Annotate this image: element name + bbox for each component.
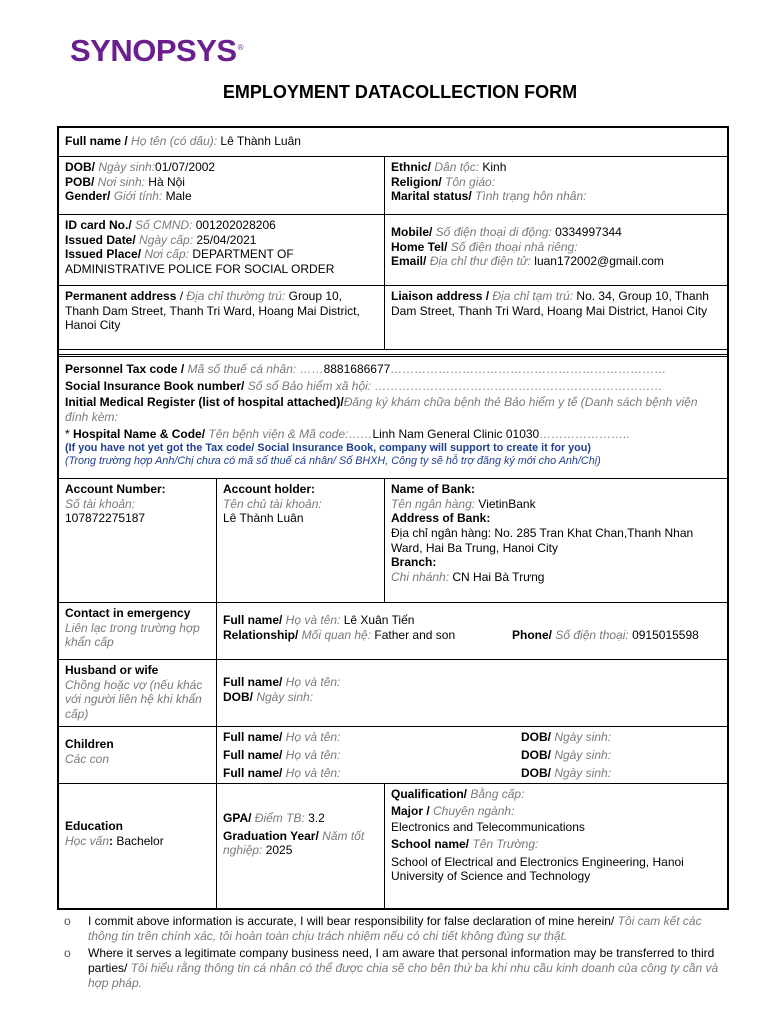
child-dob-label: DOB/ [521, 766, 551, 780]
issued-place-vi-label: Nơi cấp: [141, 247, 189, 262]
school-name-value: School of Electrical and Electronics Engineering, Hanoi University of Science and Technology [391, 854, 684, 884]
spouse-dob-label: DOB/ [223, 689, 253, 704]
permanent-address-label: Permanent address [65, 289, 177, 303]
declaration-english: Where it serves a legitimate company business need, I am aware that personal information may be transferred to third parties/ [88, 946, 715, 975]
mobile-value: 0334997344 [551, 225, 622, 239]
tax-notice-english: (If you have not yet got the Tax code/ Social Insurance Book, company will support to create it for you) [65, 442, 591, 455]
relationship-label: Relationship/ [223, 627, 299, 642]
spouse-details-cell [217, 660, 727, 726]
hospital-vi-label: Tên bệnh viện & Mã code: [205, 426, 349, 441]
ethnic-label: Ethnic/ [391, 160, 432, 174]
spouse-name-vi-label: Họ và tên: [282, 675, 341, 689]
contact-cell [385, 215, 727, 285]
birth-info-cell [59, 157, 384, 214]
mobile-label: Mobile/ [391, 225, 433, 239]
children-details-cell [217, 727, 727, 783]
branch-vi-label: Chi nhánh: [391, 569, 450, 584]
branch-label: Branch: [391, 555, 437, 570]
bank-address-label: Address of Bank: [391, 511, 491, 526]
bank-address-value: Địa chỉ ngân hàng: No. 285 Tran Khat Chan,Thanh Nhan Ward, Hai Ba Trung, Hanoi City [391, 525, 694, 555]
declaration-vietnamese: Tôi cam kết các thông tin trên chính xác, tôi hoàn toàn chịu trách nhiệm nếu có chi tiết không đúng sự thật. [88, 914, 702, 943]
religion-label: Religion/ [391, 174, 442, 189]
marital-status-vi-label: Tình trạng hôn nhân: [471, 189, 587, 204]
medical-register-label: Initial Medical Register (list of hospital attached)/ [65, 395, 344, 410]
child-row [223, 748, 721, 766]
email-vi-label: Địa chỉ thư điện tử: [426, 254, 531, 269]
account-number-label: Account Number: [65, 482, 166, 496]
child-dob-vi-label: Ngày sinh: [551, 748, 612, 762]
religion-vi-label: Tôn giáo: [441, 174, 496, 189]
id-card-vi-label: Số CMND: [131, 218, 193, 232]
spouse-vi-label: Chồng hoặc vợ (nếu khác với người liên hệ khi khẩn cấp) [65, 677, 203, 721]
education-cell [59, 784, 216, 909]
branch-value: CN Hai Bà Trưng [449, 569, 545, 584]
education-label: Education [65, 819, 124, 833]
form-table [57, 126, 729, 910]
home-tel-vi-label: Số điện thoại nhà riêng: [447, 239, 578, 254]
mobile-vi-label: Số điện thoại di động: [432, 225, 552, 239]
emergency-name-vi-label: Họ và tên: [282, 613, 341, 627]
child-name-label: Full name/ [223, 730, 283, 744]
email-value: luan172002@gmail.com [530, 254, 664, 269]
bank-name-vi-label: Tên ngân hàng: [391, 496, 476, 511]
graduation-year-vi-label: Năm tốt nghiệp: [223, 828, 365, 858]
emergency-name-label: Full name/ [223, 613, 283, 627]
id-card-value: 001202028206 [192, 218, 276, 232]
account-holder-label: Account holder: [223, 482, 315, 496]
permanent-address-value: Group 10, Thanh Dam Street, Thanh Tri Ward, Hoang Mai District, Hanoi City [65, 289, 360, 333]
full-name-cell [59, 128, 727, 156]
account-number-value: 107872275187 [65, 511, 146, 526]
tax-code-vi-label: Mã số thuế cá nhân: [184, 362, 297, 376]
logo-registered-mark: ® [237, 42, 243, 52]
declaration-item [64, 946, 728, 990]
child-dob-label: DOB/ [521, 730, 551, 744]
logo-text: SYNOPSYS [70, 33, 237, 68]
gpa-label: GPA/ [223, 811, 252, 825]
tax-insurance-cell [59, 359, 727, 478]
child-name-vi-label: Họ và tên: [282, 730, 341, 744]
education-vi-label: Học vấn [65, 833, 110, 848]
spouse-cell [59, 660, 216, 726]
gender-label: Gender/ [65, 189, 111, 204]
child-dob-vi-label: Ngày sinh: [551, 730, 612, 744]
hospital-value: Linh Nam General Clinic 01030 [372, 426, 540, 441]
qualification-label: Qualification/ [391, 787, 468, 801]
emergency-contact-cell [59, 603, 216, 659]
dob-vi-label: Ngày sinh: [95, 160, 156, 174]
relationship-value: Father and son [371, 627, 456, 642]
gender-vi-label: Giới tính: [110, 189, 163, 204]
issued-date-label: Issued Date/ [65, 232, 136, 247]
account-number-vi-label: Số tài khoản: [65, 496, 136, 511]
child-name-vi-label: Họ và tên: [282, 766, 341, 780]
tax-code-value: 8881686677 [323, 362, 391, 376]
declaration-english: I commit above information is accurate, I will bear responsibility for false declaration of mine herein/ [88, 914, 615, 928]
permanent-address-vi-label: Địa chỉ thường trú: [186, 289, 286, 303]
gpa-vi-label: Điểm TB: [251, 811, 305, 825]
issued-place-value: DEPARTMENT OF ADMINISTRATIVE POLICE FOR SOCIAL ORDER [65, 247, 335, 276]
spouse-label: Husband or wife [65, 663, 159, 677]
full-name-value: Lê Thành Luân [217, 134, 301, 148]
ethnic-info-cell [385, 157, 727, 214]
graduation-year-value: 2025 [262, 843, 293, 858]
emergency-name-value: Lê Xuân Tiến [340, 613, 415, 627]
issued-date-value: 25/04/2021 [193, 232, 257, 247]
liaison-address-vi-label: Địa chỉ tạm trú: [489, 289, 574, 303]
ethnic-value: Kinh [479, 160, 507, 174]
major-value: Electronics and Telecommunications [391, 820, 585, 835]
ethnic-vi-label: Dân tộc: [431, 160, 480, 174]
education-level-value: Bachelor [113, 833, 164, 848]
permanent-address-cell [59, 286, 384, 349]
school-name-vi-label: Tên Trường: [469, 836, 539, 851]
bank-cell [385, 479, 727, 602]
id-card-cell [59, 215, 384, 285]
id-card-label: ID card No./ [65, 218, 132, 232]
gpa-cell [217, 784, 384, 909]
emergency-contact-label: Contact in emergency [65, 606, 191, 620]
child-dob-vi-label: Ngày sinh: [551, 766, 612, 780]
child-name-label: Full name/ [223, 766, 283, 780]
issued-date-vi-label: Ngày cấp: [135, 232, 194, 247]
emergency-phone-value: 0915015598 [628, 627, 699, 642]
liaison-address-cell [385, 286, 727, 349]
marital-status-label: Marital status/ [391, 189, 472, 204]
bank-name-label: Name of Bank: [391, 482, 476, 496]
bank-name-value: VietinBank [475, 496, 536, 511]
social-insurance-label: Social Insurance Book number/ [65, 378, 245, 393]
hospital-trailer: ………………….. [539, 426, 630, 441]
dob-value: 01/07/2002 [155, 160, 216, 174]
hospital-leader: …… [348, 426, 373, 441]
child-name-label: Full name/ [223, 748, 283, 762]
declaration-vietnamese: Tôi hiểu rằng thông tin cá nhân có thể được chia sẽ cho bên thứ ba khi nhu cầu kinh doanh của công ty cần và hợp pháp. [88, 960, 719, 990]
tax-code-leader: …… [296, 362, 324, 376]
pob-vi-label: Nơi sinh: [94, 174, 145, 189]
full-name-label: Full name / [65, 134, 128, 148]
tax-code-trailer: …………………………………………………………… [390, 362, 667, 376]
child-row [223, 730, 721, 748]
major-label: Major / [391, 803, 430, 818]
relationship-vi-label: Mối quan hệ: [298, 627, 372, 642]
dob-label: DOB/ [65, 160, 95, 174]
qualification-cell [385, 784, 727, 909]
education-colon: : [109, 833, 114, 848]
medical-register-vi-label: Đăng ký khám chữa bệnh thẻ Bảo hiểm y tế (Danh sách bệnh viện đính kèm: [65, 395, 698, 424]
child-name-vi-label: Họ và tên: [282, 748, 341, 762]
children-label: Children [65, 737, 114, 751]
email-label: Email/ [391, 254, 427, 269]
spouse-dob-vi-label: Ngày sinh: [253, 689, 314, 704]
hospital-label: Hospital Name & Code/ [73, 426, 206, 441]
liaison-address-label: Liaison address / [391, 289, 490, 303]
hospital-star: * [65, 426, 74, 441]
account-holder-vi-label: Tên chủ tài khoản: [223, 496, 322, 511]
issued-place-label: Issued Place/ [65, 247, 142, 262]
form-title: EMPLOYMENT DATACOLLECTION FORM [222, 82, 578, 102]
liaison-address-value: No. 34, Group 10, Thanh Dam Street, Thanh Tri Ward, Hoang Mai District, Hanoi City [391, 289, 709, 318]
emergency-phone-label: Phone/ [512, 627, 553, 642]
social-insurance-vi-label: Số sổ Bảo hiểm xã hội: [244, 378, 372, 393]
qualification-vi-label: Bằng cấp: [467, 787, 525, 801]
pob-value: Hà Nội [144, 174, 185, 189]
school-name-label: School name/ [391, 836, 470, 851]
tax-code-label: Personnel Tax code / [65, 362, 185, 376]
account-number-cell [59, 479, 216, 602]
declarations [64, 914, 728, 993]
full-name-vi-label: Họ tên (có dấu): [127, 134, 218, 148]
emergency-details-cell [217, 603, 727, 659]
home-tel-label: Home Tel/ [391, 239, 448, 254]
spouse-name-label: Full name/ [223, 675, 283, 689]
social-insurance-dots: ……………………………………………………………… [371, 378, 663, 393]
account-holder-cell [217, 479, 384, 602]
tax-notice-vietnamese: (Trong trường hợp Anh/Chị chưa có mã số thuế cá nhân/ Số BHXH, Công ty sẽ hỗ trợ đăng ký mới cho Anh/Chị) [65, 455, 601, 468]
child-row [223, 766, 721, 783]
declaration-item [64, 914, 728, 943]
bullet-icon: o [64, 946, 71, 961]
emergency-contact-vi-label: Liên lạc trong trường hợp khẩn cấp [65, 620, 200, 650]
gpa-value: 3.2 [304, 811, 325, 825]
account-holder-value: Lê Thành Luân [223, 511, 304, 526]
gender-value: Male [162, 189, 192, 204]
major-vi-label: Chuyên ngành: [429, 803, 515, 818]
company-logo [70, 32, 243, 70]
children-vi-label: Các con [65, 751, 110, 766]
permanent-address-separator: / [176, 289, 187, 303]
graduation-year-label: Graduation Year/ [223, 828, 319, 843]
children-cell [59, 727, 216, 783]
pob-label: POB/ [65, 174, 95, 189]
bullet-icon: o [64, 914, 71, 928]
child-dob-label: DOB/ [521, 748, 551, 762]
emergency-phone-vi-label: Số điện thoại: [552, 627, 629, 642]
